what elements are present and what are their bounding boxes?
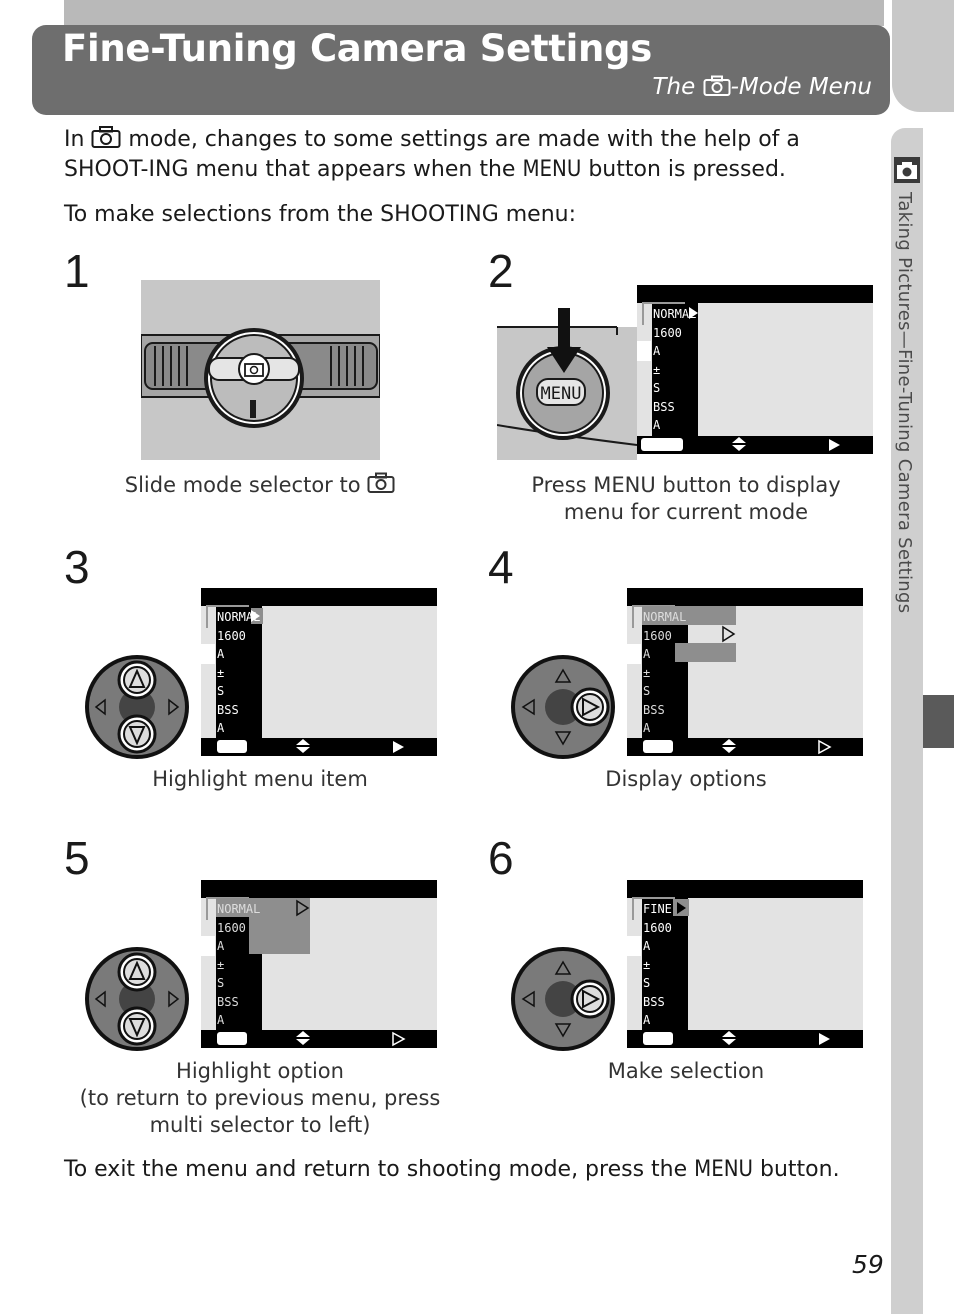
mode-selector-illustration [141, 280, 380, 460]
lcd-item-af: A [653, 418, 661, 432]
lcd-screen-step4 [627, 588, 863, 756]
chapter-tab-marker [923, 695, 954, 748]
intro-text-c: button is pressed. [581, 157, 786, 182]
subtitle-prefix: The [652, 74, 703, 100]
lcd-item-quality-fine: FINE [643, 902, 672, 916]
lcd-item-af: A [217, 1013, 225, 1027]
multi-selector-step4 [510, 654, 616, 760]
step-6-caption: Make selection [607, 1059, 765, 1083]
camera-mode-icon [367, 472, 395, 494]
lcd-screen-step5 [201, 880, 437, 1048]
lcd-screen-step2 [637, 285, 873, 454]
subtitle-suffix: -Mode Menu [730, 74, 872, 100]
lcd-item-sharpness: S [217, 684, 225, 698]
step-2-caption-line1: Press MENU button to display [531, 473, 841, 497]
lcd-item-bss: BSS [217, 702, 239, 717]
lcd-item-quality: NORMAL [653, 307, 697, 321]
lcd-item-wb: A [643, 939, 651, 953]
step-5-caption-line2: (to return to previous menu, press [79, 1086, 441, 1110]
menu-button-label: MENU [540, 384, 582, 404]
lcd-item-wb: A [653, 344, 661, 358]
step-1-caption-text: Slide mode selector to [124, 473, 368, 497]
page-title: Fine-Tuning Camera Settings [62, 27, 652, 70]
multi-selector-step5 [84, 946, 190, 1052]
exit-instruction [64, 1155, 840, 1185]
step-1-caption [100, 472, 420, 499]
header-top-strip [64, 0, 884, 26]
step-2-caption-line2: menu for current mode [563, 500, 809, 524]
lcd-item-exposure: ± [217, 957, 225, 972]
step-number-6: 6 [488, 832, 514, 884]
menu-word: MENU [694, 1157, 754, 1182]
lcd-item-size: 1600 [643, 920, 672, 935]
step-number-5: 5 [64, 832, 90, 884]
multi-selector-step6 [510, 946, 616, 1052]
lcd-item-quality: NORMAL [217, 902, 261, 916]
step-5-caption-line1: Highlight option [176, 1059, 344, 1083]
sidebar-chapter-label [894, 192, 918, 712]
menu-button-illustration [497, 305, 637, 460]
page-number: 59 [852, 1250, 884, 1279]
lcd-item-exposure: ± [653, 362, 661, 377]
lcd-item-bss: BSS [217, 994, 239, 1009]
intro-text-b: mode, changes to some settings are made with the help of a SHOOT-ING menu that appears when the [64, 127, 800, 182]
lcd-item-size: 1600 [653, 325, 682, 340]
lcd-item-size: 1600 [217, 920, 246, 935]
step-number-2: 2 [488, 245, 514, 297]
step-5-caption-line3: multi selector to left) [149, 1113, 371, 1137]
lcd-item-sharpness: S [643, 684, 651, 698]
lcd-item-size: 1600 [643, 628, 672, 643]
lcd-item-sharpness: S [217, 976, 225, 990]
exit-text-b: button. [753, 1157, 840, 1182]
lcd-item-exposure: ± [643, 957, 651, 972]
lcd-screen-step6 [627, 880, 863, 1048]
page-subtitle [652, 74, 872, 100]
camera-mode-icon [91, 125, 121, 149]
lcd-item-wb: A [643, 647, 651, 661]
menu-word: MENU [522, 157, 582, 182]
lcd-item-bss: BSS [653, 399, 675, 414]
lcd-item-size: 1600 [217, 628, 246, 643]
intro-paragraph [64, 125, 884, 185]
lcd-item-af: A [643, 721, 651, 735]
camera-icon [893, 156, 921, 184]
multi-selector-step3 [84, 654, 190, 760]
step-number-4: 4 [488, 541, 514, 593]
sidebar-text: Taking Pictures—Fine-Tuning Camera Settings [894, 192, 915, 614]
lcd-item-sharpness: S [653, 381, 661, 395]
intro-text-a: In [64, 127, 92, 152]
lcd-item-af: A [217, 721, 225, 735]
step-3-caption: Highlight menu item [152, 767, 368, 791]
lcd-item-bss: BSS [643, 994, 665, 1009]
step-number-1: 1 [64, 245, 90, 297]
step-2-caption [500, 472, 872, 526]
sidebar-top-tab [892, 0, 954, 112]
lcd-item-quality: NORMAL [217, 610, 261, 624]
lcd-item-wb: A [217, 647, 225, 661]
lcd-item-exposure: ± [643, 665, 651, 680]
lcd-item-sharpness: S [643, 976, 651, 990]
camera-mode-icon [703, 75, 731, 97]
step-4-caption: Display options [605, 767, 767, 791]
lcd-screen-step3 [201, 588, 437, 756]
lcd-item-af: A [643, 1013, 651, 1027]
lcd-item-bss: BSS [643, 702, 665, 717]
exit-text-a: To exit the menu and return to shooting mode, press the [64, 1157, 695, 1182]
step-5-caption [70, 1058, 450, 1139]
instruction-line: To make selections from the SHOOTING menu: [64, 202, 577, 227]
lcd-item-wb: A [217, 939, 225, 953]
lcd-item-exposure: ± [217, 665, 225, 680]
step-number-3: 3 [64, 541, 90, 593]
lcd-item-quality: NORMAL [643, 610, 687, 624]
